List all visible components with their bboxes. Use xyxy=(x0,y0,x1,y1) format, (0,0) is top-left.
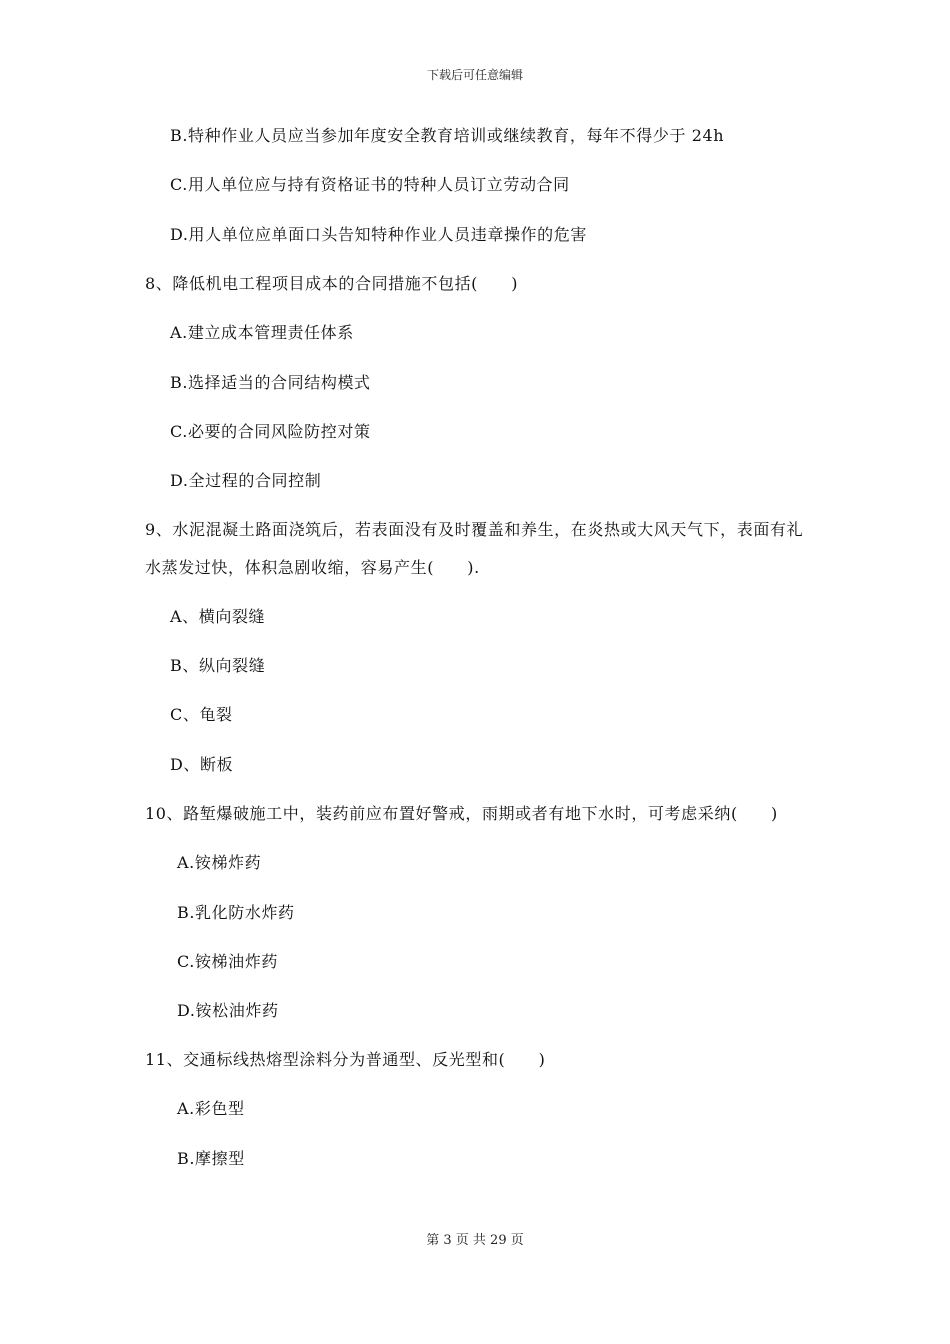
q9-option-a: A、横向裂缝 xyxy=(170,607,266,626)
q7-option-c: C.用人单位应与持有资格证书的特种人员订立劳动合同 xyxy=(170,175,570,194)
q8-option-d: D.全过程的合同控制 xyxy=(170,471,322,490)
page-header: 下载后可任意编辑 xyxy=(426,68,523,82)
q10-option-d: D.铵松油炸药 xyxy=(177,1001,279,1020)
q9-option-c: C、龟裂 xyxy=(170,705,233,724)
q9-option-d: D、断板 xyxy=(170,755,234,774)
q10-option-a: A.铵梯炸药 xyxy=(177,853,262,872)
q11-stem: 11、交通标线热熔型涂料分为普通型、反光型和( ) xyxy=(145,1050,546,1069)
page-footer: 第 3 页 共 29 页 xyxy=(426,1233,524,1248)
q11-option-a: A.彩色型 xyxy=(177,1099,245,1118)
q10-option-b: B.乳化防水炸药 xyxy=(177,903,295,922)
q7-option-d: D.用人单位应单面口头告知特种作业人员违章操作的危害 xyxy=(170,225,587,244)
q10-stem: 10、路堑爆破施工中，装药前应布置好警戒，雨期或者有地下水时，可考虑采纳( ) xyxy=(145,804,778,823)
q8-option-a: A.建立成本管理责任体系 xyxy=(170,323,354,342)
q9-stem-line2: 水蒸发过快，体积急剧收缩，容易产生( ). xyxy=(145,558,480,577)
q11-option-b: B.摩擦型 xyxy=(177,1149,245,1168)
q9-stem-line1: 9、水泥混凝土路面浇筑后，若表面没有及时覆盖和养生，在炎热或大风天气下，表面有礼 xyxy=(145,520,804,539)
q8-stem: 8、降低机电工程项目成本的合同措施不包括( ) xyxy=(145,274,519,293)
q8-option-c: C.必要的合同风险防控对策 xyxy=(170,422,371,441)
q10-option-c: C.铵梯油炸药 xyxy=(177,952,278,971)
q7-option-b: B.特种作业人员应当参加年度安全教育培训或继续教育，每年不得少于 24h xyxy=(170,126,725,145)
q8-option-b: B.选择适当的合同结构模式 xyxy=(170,373,371,392)
q9-option-b: B、纵向裂缝 xyxy=(170,656,266,675)
